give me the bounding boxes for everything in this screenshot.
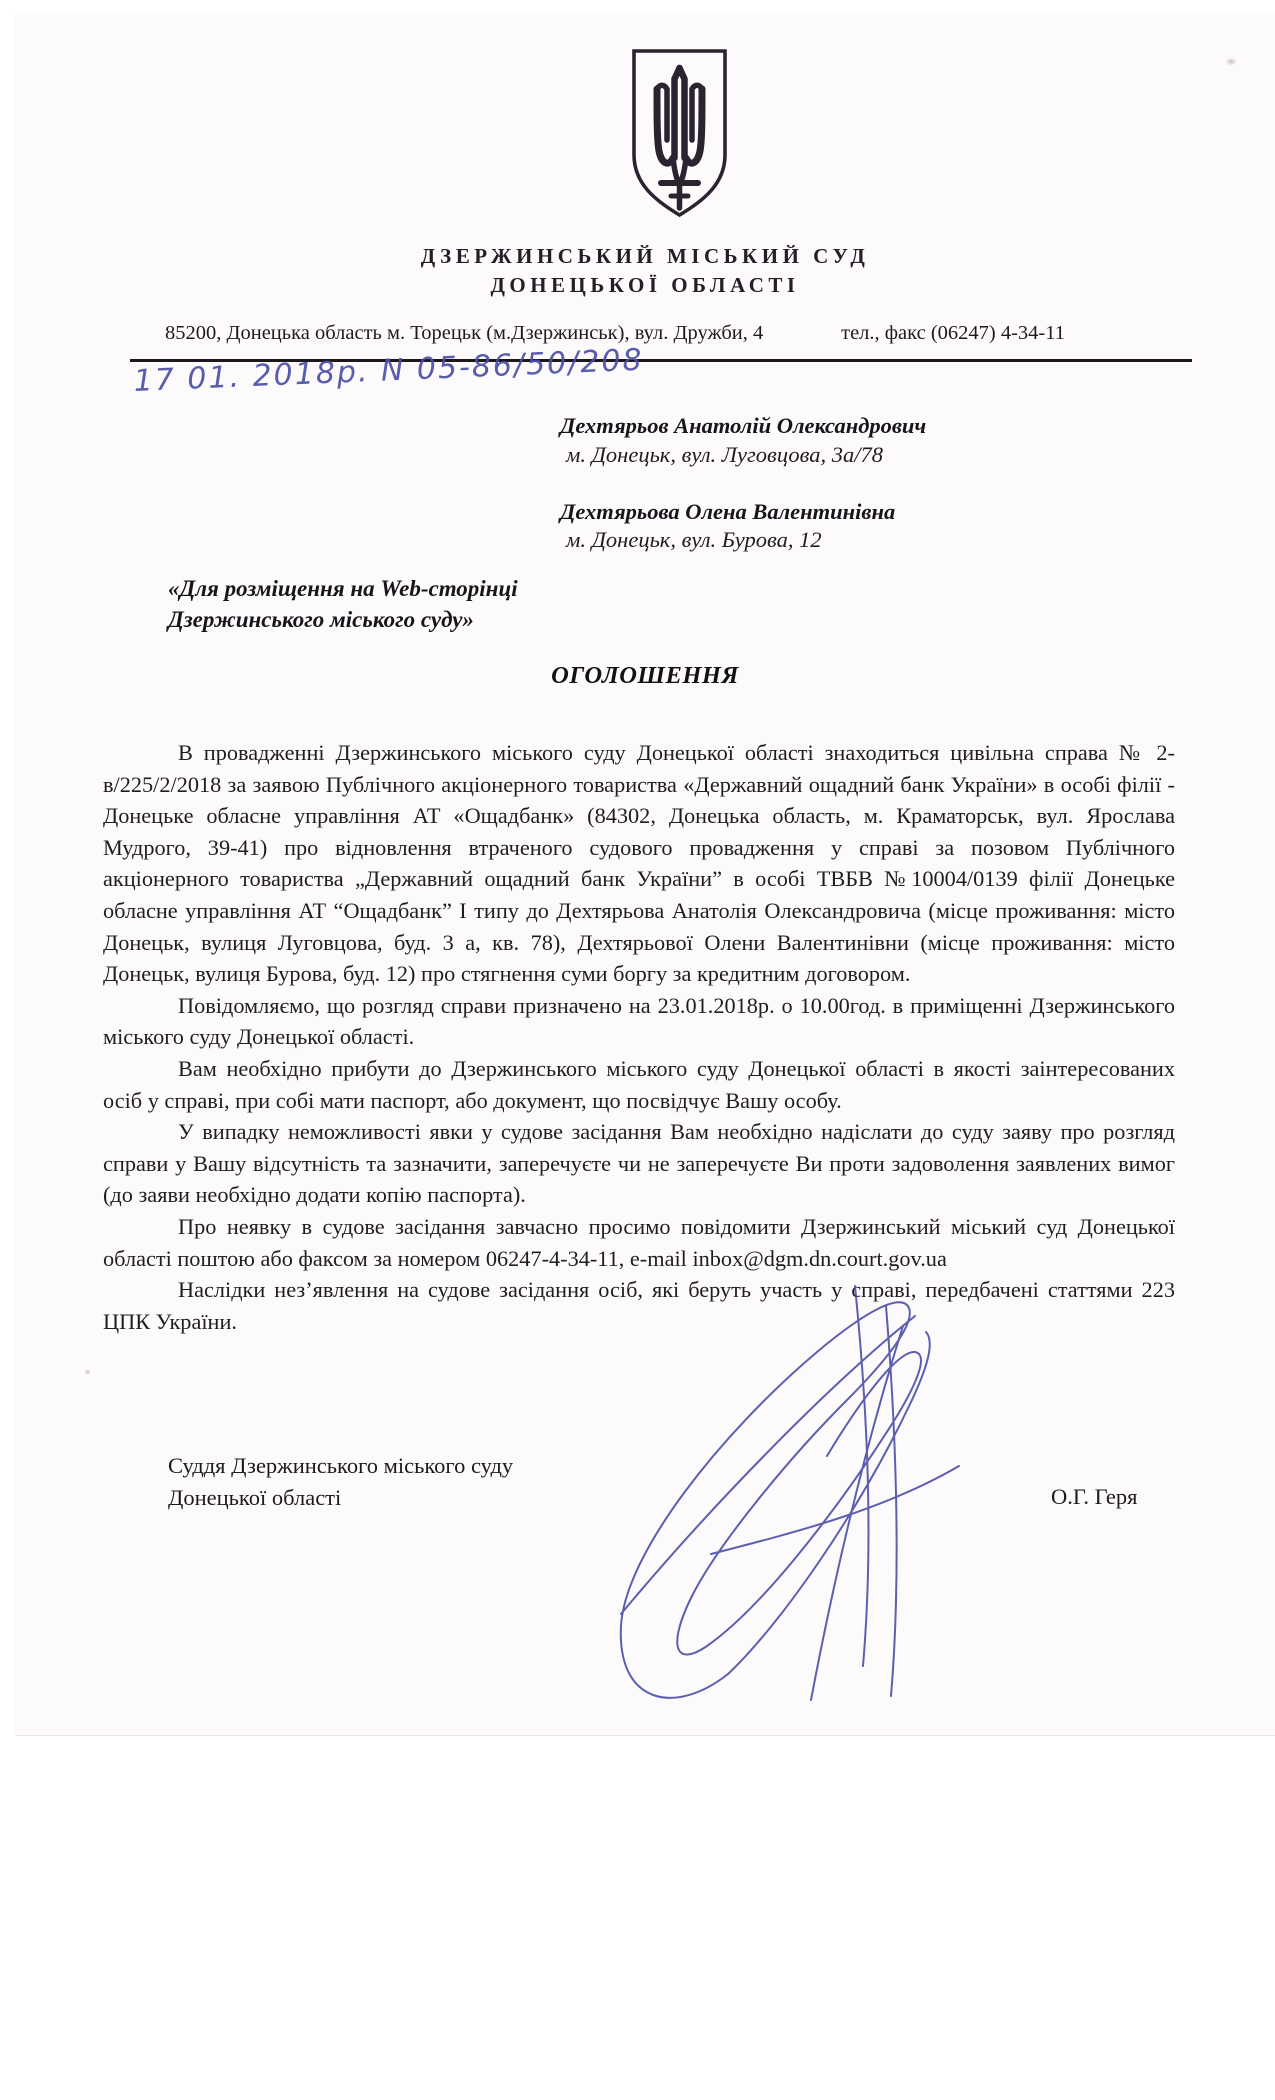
scan-artifact: [85, 1370, 90, 1374]
recipient-1-address: м. Донецьк, вул. Луговцова, 3а/78: [566, 442, 883, 467]
signer-role-line1: Суддя Дзержинського міського суду: [168, 1453, 514, 1478]
web-note-line2: Дзержинського міського суду»: [168, 607, 474, 632]
recipient-2-address: м. Донецьк, вул. Бурова, 12: [566, 527, 822, 552]
scan-artifact: [1223, 56, 1239, 67]
court-name-line1: ДЗЕРЖИНСЬКИЙ МІСЬКИЙ СУД: [420, 244, 870, 268]
handwritten-date-ref: 17 01. 2018р. N 05-86/50/208: [133, 342, 645, 399]
paragraph-absence-instructions: У випадку неможливості явки у судове засідання Вам необхідно надіслати до суду заяву про розгляд справи у Вашу відсутність та зазначити, заперечуєте чи не заперечуєте Ви проти задоволення заявлених вимог (до заяви необхідно додати копію паспорта).: [103, 1119, 1175, 1208]
court-phone-fax: тел., факс (06247) 4-34-11: [841, 322, 1065, 344]
paragraph-appearance-requirement: Вам необхідно прибути до Дзержинського міського суду Донецької області в якості заінтересованих осіб у справі, при собі мати паспорт, або документ, що посвідчує Вашу особу.: [103, 1055, 1175, 1113]
web-note-line1: «Для розміщення на Web-сторінці: [168, 576, 518, 601]
recipient-1-name: Дехтярьов Анатолій Олександрович: [560, 413, 927, 438]
paragraph-notify-court: Про неявку в судове засідання завчасно просимо повідомити Дзержинський міський суд Донецької області поштою або факсом за номером 06247-4-34-11, e-mail inbox@dgm.dn.court.gov.ua: [103, 1213, 1175, 1271]
scanned-page: [15, 12, 1275, 1736]
letterhead-contact-row: [165, 322, 1065, 345]
court-name-line2: ДОНЕЦЬКОЇ ОБЛАСТІ: [490, 273, 800, 297]
recipient-2-name: Дехтярьова Олена Валентинівна: [560, 499, 896, 524]
court-address: 85200, Донецька область м. Торецьк (м.Дзержинськ), вул. Дружби, 4: [165, 322, 764, 344]
trident-emblem-icon: [631, 48, 728, 220]
paragraph-hearing-date: Повідомляємо, що розгляд справи призначено на 23.01.2018р. о 10.00год. в приміщенні Дзержинського міського суду Донецької області.: [103, 992, 1175, 1050]
page-title: ОГОЛОШЕННЯ: [551, 662, 739, 689]
signer-role-line2: Донецької області: [168, 1485, 342, 1510]
announcement-body: [103, 737, 1175, 1337]
paragraph-consequences: Наслідки нез’явлення на судове засідання осіб, які беруть участь у справі, передбачені статтями 223 ЦПК України.: [103, 1277, 1175, 1334]
signer-name: О.Г. Геря: [1051, 1484, 1138, 1509]
paragraph-case-description: В провадженні Дзержинського міського суду Донецької області знаходиться цивільна справа № 2-в/225/2/2018 за заявою Публічного акціонерного товариства «Державний ощадний банк України» в особі філії - Донецьке обласне управління АТ «Ощадбанк» (84302, Донецька область, м. Краматорськ, вул. Ярослава Мудрого, 39-41) про відновлення втраченого судового провадження у справі за позовом Публічного акціонерного товариства „Державний ощадний банк України” в особі ТВБВ №10004/0139 філії Донецьке обласне управління АТ “Ощадбанк” І типу до Дехтярьова Анатолія Олександровича (місце проживання: місто Донецьк, вулиця Луговцова, буд. 3 а, кв. 78), Дехтярьової Олени Валентинівни (місце проживання: місто Донецьк, вулиця Бурова, буд. 12) про стягнення суми боргу за кредитним договором.: [103, 740, 1175, 987]
